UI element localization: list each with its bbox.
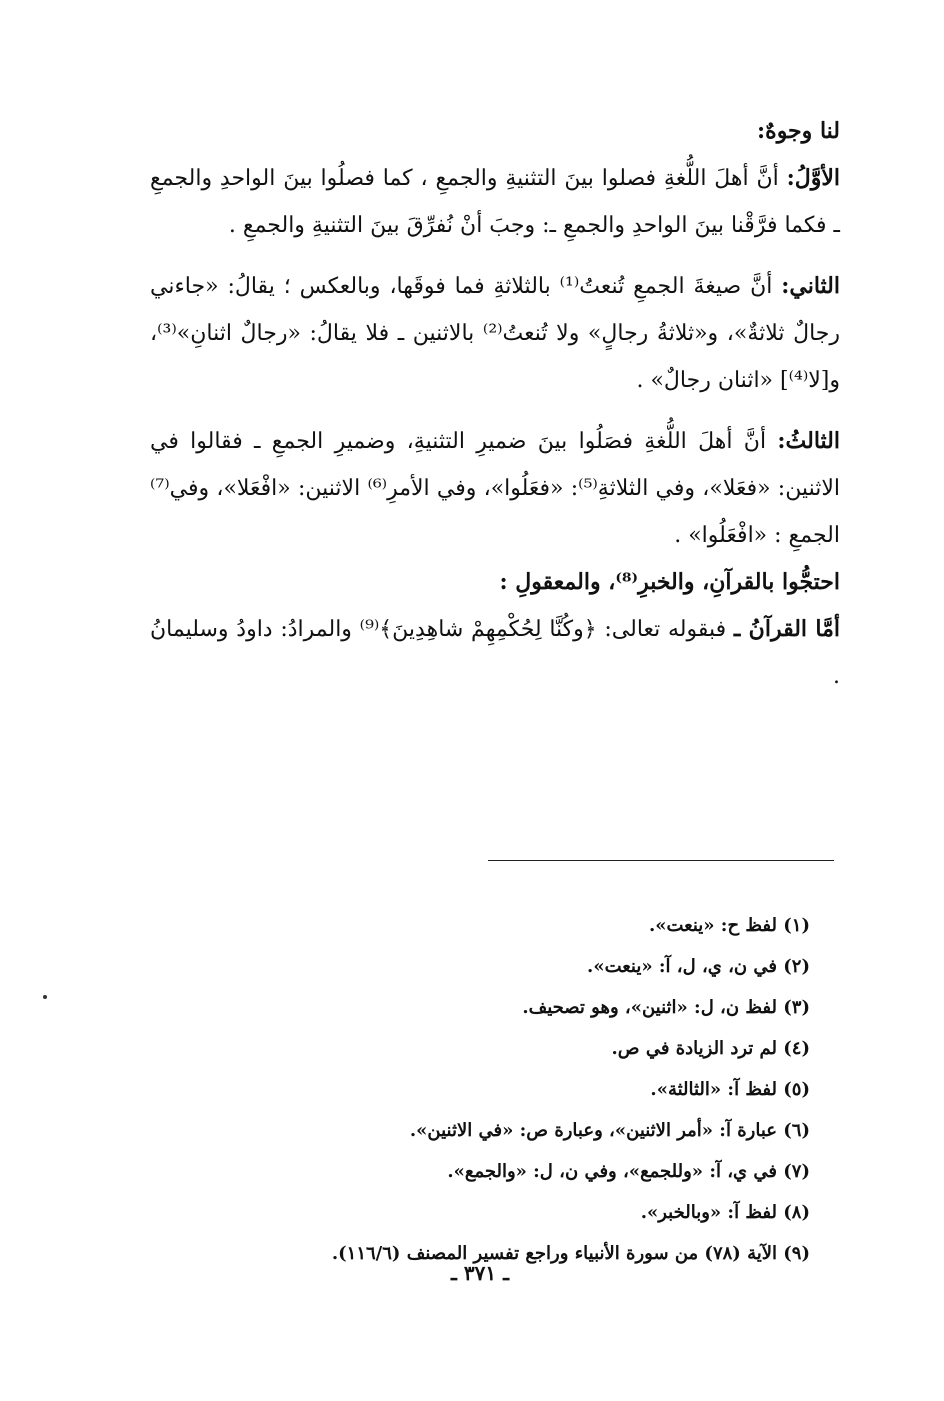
- footnote-item: (٣) لفظ ن، ل: «اثنين»، وهو تصحيف.: [522, 997, 810, 1018]
- paragraph-text: أنَّ صيغةَ الجمعِ تُنعتُ⁽¹⁾ بالثلاثةِ فما فوقَها، وبالعكس ؛ يقالُ: «جاءني رجالٌ ثلاثةٌ»، و«ثلاثةُ رجالٍ» ولا تُنعتُ⁽²⁾ بالاثنين ـ فلا يقالُ: «رجالٌ اثنانِ»⁽³⁾، و[لا⁽⁴⁾] «اثنان رجالٌ» .: [150, 274, 841, 393]
- paragraph-third: [150, 418, 840, 559]
- footnote-item: (١) لفظ ح: «ينعت».: [648, 915, 810, 936]
- footnote-item: (٤) لم ترد الزيادة في ص.: [611, 1038, 810, 1059]
- paragraph-first: [150, 155, 840, 249]
- footnote-item: (٦) عبارة آ: «أمر الاثنين»، وعبارة ص: «في الاثنين».: [409, 1120, 810, 1141]
- paragraph-quran: [150, 606, 840, 700]
- paragraph-lead: أمَّا القرآنُ ـ: [733, 616, 841, 642]
- paragraph-lead: الأوَّلُ:: [786, 165, 840, 191]
- footnotes: [150, 905, 810, 1274]
- paragraph-text: أنَّ أهلَ اللُّغةِ فصَلُوا بينَ ضميرِ التثنيةِ، وضميرِ الجمعِ ـ فقالوا في الاثنين: «فعَلا»، وفي الثلاثةِ⁽⁵⁾: «فعَلُوا»، وفي الأمرِ⁽⁶⁾ الاثنين: «افْعَلا»، وفي⁽⁷⁾ الجمعِ : «افْعَلُوا» .: [150, 429, 840, 548]
- page-number: ـ ٣٧١ ـ: [451, 1261, 509, 1285]
- footnote-item: (٧) في ي، آ: «وللجمع»، وفي ن، ل: «والجمع».: [447, 1161, 810, 1182]
- section-heading: لنا وجوهٌ:: [757, 118, 840, 144]
- footnote-item: (٥) لفظ آ: «الثالثة».: [650, 1079, 810, 1100]
- paragraph-arguments: [150, 559, 840, 606]
- paragraph-lead: الثاني:: [781, 273, 840, 299]
- footnote-item: (٩) الآية (٧٨) من سورة الأنبياء وراجع تفسير المصنف (١١٦/٦).: [331, 1243, 810, 1264]
- scan-speck: [43, 995, 47, 999]
- footnote-divider: [488, 860, 834, 861]
- footnote-item: (٢) في ن، ي، ل، آ: «ينعت».: [587, 956, 810, 977]
- paragraph-text: أنَّ أهلَ اللُّغةِ فصلوا بينَ التثنيةِ والجمعِ ، كما فصلُوا بينَ الواحدِ والجمعِ ـ فكما فرَّقْنا بينَ الواحدِ والجمعِ ـ: وجبَ أنْ نُفرِّقَ بينَ التثنيةِ والجمعِ .: [150, 166, 840, 238]
- paragraph-lead: الثالثُ:: [777, 428, 840, 454]
- paragraph-text: فبقوله تعالى: ﴿وكُنَّا لِحُكْمِهِمْ شاهِدِينَ﴾⁽⁹⁾ والمرادُ: داودُ وسليمانُ .: [150, 617, 840, 689]
- paragraph-second: [150, 263, 840, 404]
- paragraph-lead: احتجُّوا بالقرآنِ، والخبرِ⁽⁸⁾، والمعقولِ :: [499, 569, 840, 595]
- footnote-item: (٨) لفظ آ: «وبالخبر».: [640, 1202, 810, 1223]
- main-text: [150, 108, 840, 700]
